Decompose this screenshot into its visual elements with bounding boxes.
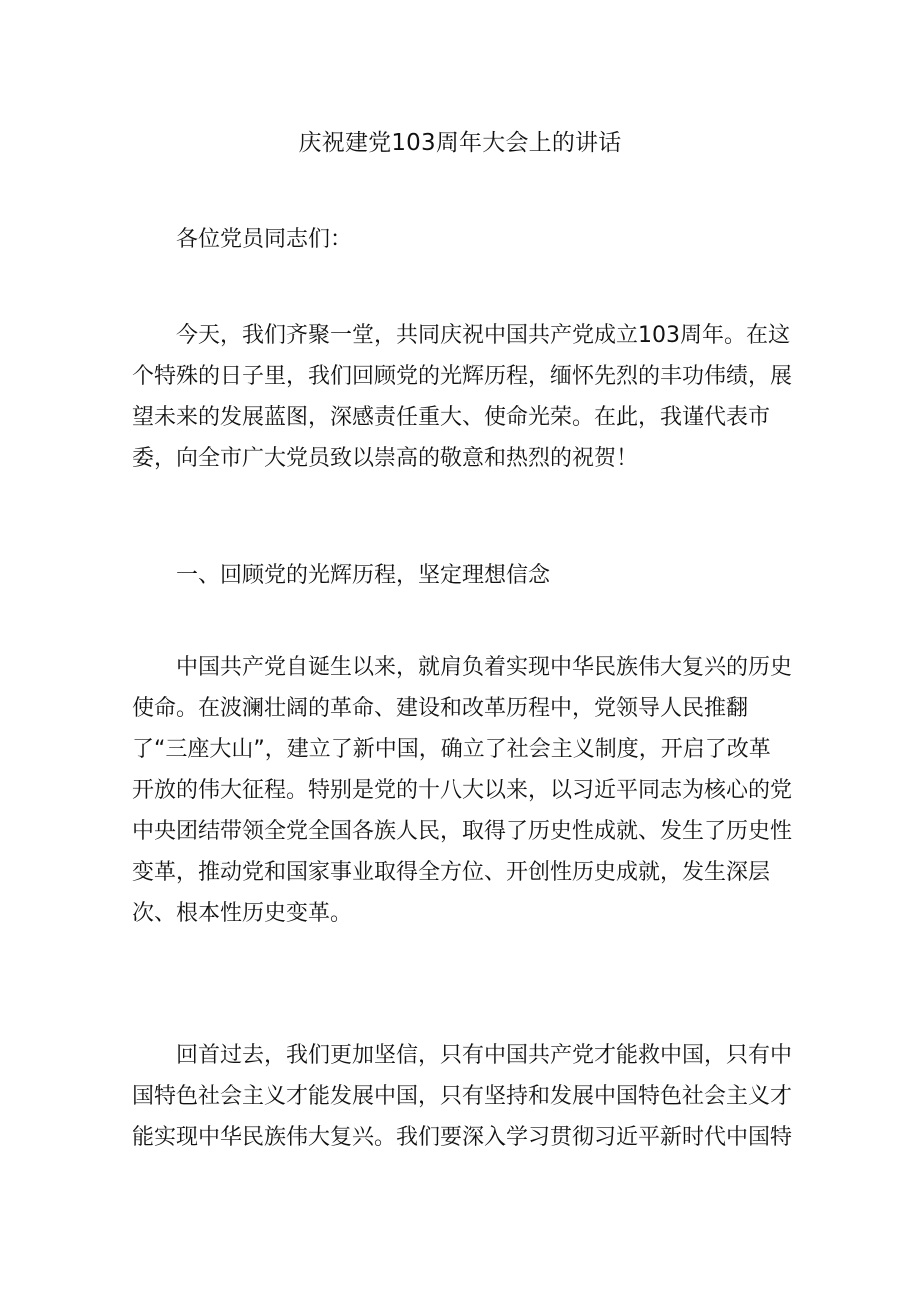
document-title: 庆祝建党103周年大会上的讲话 <box>298 130 622 156</box>
salutation: 各位党员同志们： <box>176 227 353 252</box>
paragraph-reflection: 回首过去，我们更加坚信，只有中国共产党才能救中国，只有中国特色社会主义才能发展中国，只有坚持和发展中国特色社会主义才能实现中华民族伟大复兴。我们要深入学习贯彻习近平新时代中国特 <box>132 1043 793 1150</box>
section-heading: 一、回顾党的光辉历程，坚定理想信念 <box>176 563 551 588</box>
paragraph-opening: 今天，我们齐聚一堂，共同庆祝中国共产党成立103周年。在这个特殊的日子里，我们回顾党的光辉历程，缅怀先烈的丰功伟绩，展望未来的发展蓝图，深感责任重大、使命光荣。在此，我谨代表市委，向全市广大党员致以崇高的敬意和热烈的祝贺！ <box>132 323 793 471</box>
paragraph-history: 中国共产党自诞生以来，就肩负着实现中华民族伟大复兴的历史使命。在波澜壮阔的革命、建设和改革历程中，党领导人民推翻了“三座大山”，建立了新中国，确立了社会主义制度，开启了改革开放的伟大征程。特别是党的十八大以来，以习近平同志为核心的党中央团结带领全党全国各族人民，取得了历史性成就、发生了历史性变革，推动党和国家事业取得全方位、开创性历史成就，发生深层次、根本性历史变革。 <box>132 655 793 926</box>
